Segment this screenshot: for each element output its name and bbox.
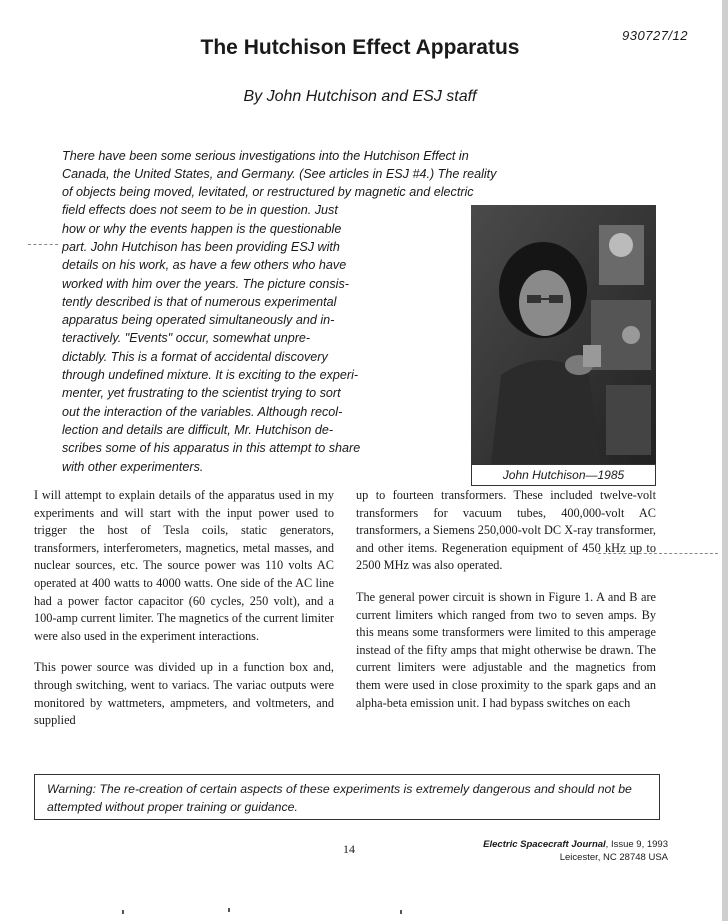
portrait-photo	[471, 205, 656, 464]
intro-line: apparatus being operated simultaneously and in-	[62, 313, 335, 327]
intro-line: how or why the events happen is the questionable	[62, 222, 342, 236]
scan-edge	[722, 0, 728, 921]
photo-caption: John Hutchison—1985	[471, 464, 656, 486]
intro-line: lection and details are difficult, Mr. Hutchison de-	[62, 423, 334, 437]
intro-line: teractively. "Events" occur, somewhat unpre-	[62, 331, 311, 345]
scan-mark	[228, 908, 230, 912]
paragraph: up to fourteen transformers. These included twelve-volt transformers for vacuum tubes, 400,000-volt AC transformers, a Siemens 250,000-volt DC X-ray transformer, and other items. Regeneration equipment of 450 kHz up to 2500 MHz was also operated.	[356, 488, 656, 573]
warning-box: Warning: The re-creation of certain aspects of these experiments is extremely dangerous and should not be attempted without proper training or guidance.	[34, 774, 660, 820]
intro-line: out the interaction of the variables. Although recol-	[62, 405, 343, 419]
intro-line: menter, yet frustrating to the scientist trying to sort	[62, 386, 341, 400]
intro-line: worked with him over the years. The picture consis-	[62, 277, 349, 291]
journal-issue: , Issue 9, 1993	[605, 839, 668, 850]
intro-line: scribes some of his apparatus in this attempt to share	[62, 441, 361, 455]
article-title: The Hutchison Effect Apparatus	[200, 36, 520, 59]
page-number: 14	[343, 842, 355, 856]
right-column	[356, 487, 656, 726]
intro-line: field effects does not seem to be in question. Just	[62, 203, 338, 217]
scan-mark	[122, 910, 124, 914]
document-id: 930727/12	[622, 28, 688, 43]
journal-location: Leicester, NC 28748 USA	[559, 852, 668, 863]
left-column	[34, 487, 334, 744]
journal-footer	[436, 838, 668, 864]
intro-line: details on his work, as have a few others who have	[62, 258, 347, 272]
intro-line: Canada, the United States, and Germany. (See articles in ESJ #4.) The reality	[62, 167, 497, 181]
intro-line: part. John Hutchison has been providing ESJ with	[62, 240, 340, 254]
scan-mark	[28, 244, 58, 245]
intro-line: There have been some serious investigations into the Hutchison Effect in	[62, 149, 469, 163]
paragraph: I will attempt to explain details of the apparatus used in my experiments and will start with the input power used to trigger the host of Tesla coils, static generators, transformers, interferometers, magnetics, metal masses, and nuclear sources, etc. The source power was 110 volts AC operated at 400 watts to 4000 watts. One side of the AC line had a power factor capacitor (60 cycles, 250 volt), and a 100-amp current limiter. The magnetics of the current limiter were also used in the experiment interactions.	[34, 488, 334, 643]
byline: By John Hutchison and ESJ staff	[243, 88, 477, 105]
scan-mark	[598, 553, 718, 554]
intro-line: dictably. This is a format of accidental discovery	[62, 350, 328, 364]
paragraph: The general power circuit is shown in Figure 1. A and B are current limiters which ranged from two to seven amps. By this means some transformers were limited to this amperage instead of the fifty amps that might otherwise be drawn. The current limiters were adjustable and the magnetics from them were used in close proximity to the spark gaps and an alpha-beta emission unit. I had bypass switches on each	[356, 589, 656, 710]
portrait-illustration	[471, 205, 656, 464]
journal-name: Electric Spacecraft Journal	[483, 839, 606, 850]
paragraph: This power source was divided up in a function box and, through switching, went to variacs. The variac outputs were monitored by wattmeters, ampmeters, and voltmeters, and supplied	[34, 660, 334, 728]
intro-line: with other experimenters.	[62, 460, 204, 474]
scan-mark	[400, 910, 402, 914]
intro-line: of objects being moved, levitated, or restructured by magnetic and electric	[62, 185, 474, 199]
intro-line: tently described is that of numerous experimental	[62, 295, 337, 309]
intro-line: through undefined mixture. It is exciting to the experi-	[62, 368, 359, 382]
